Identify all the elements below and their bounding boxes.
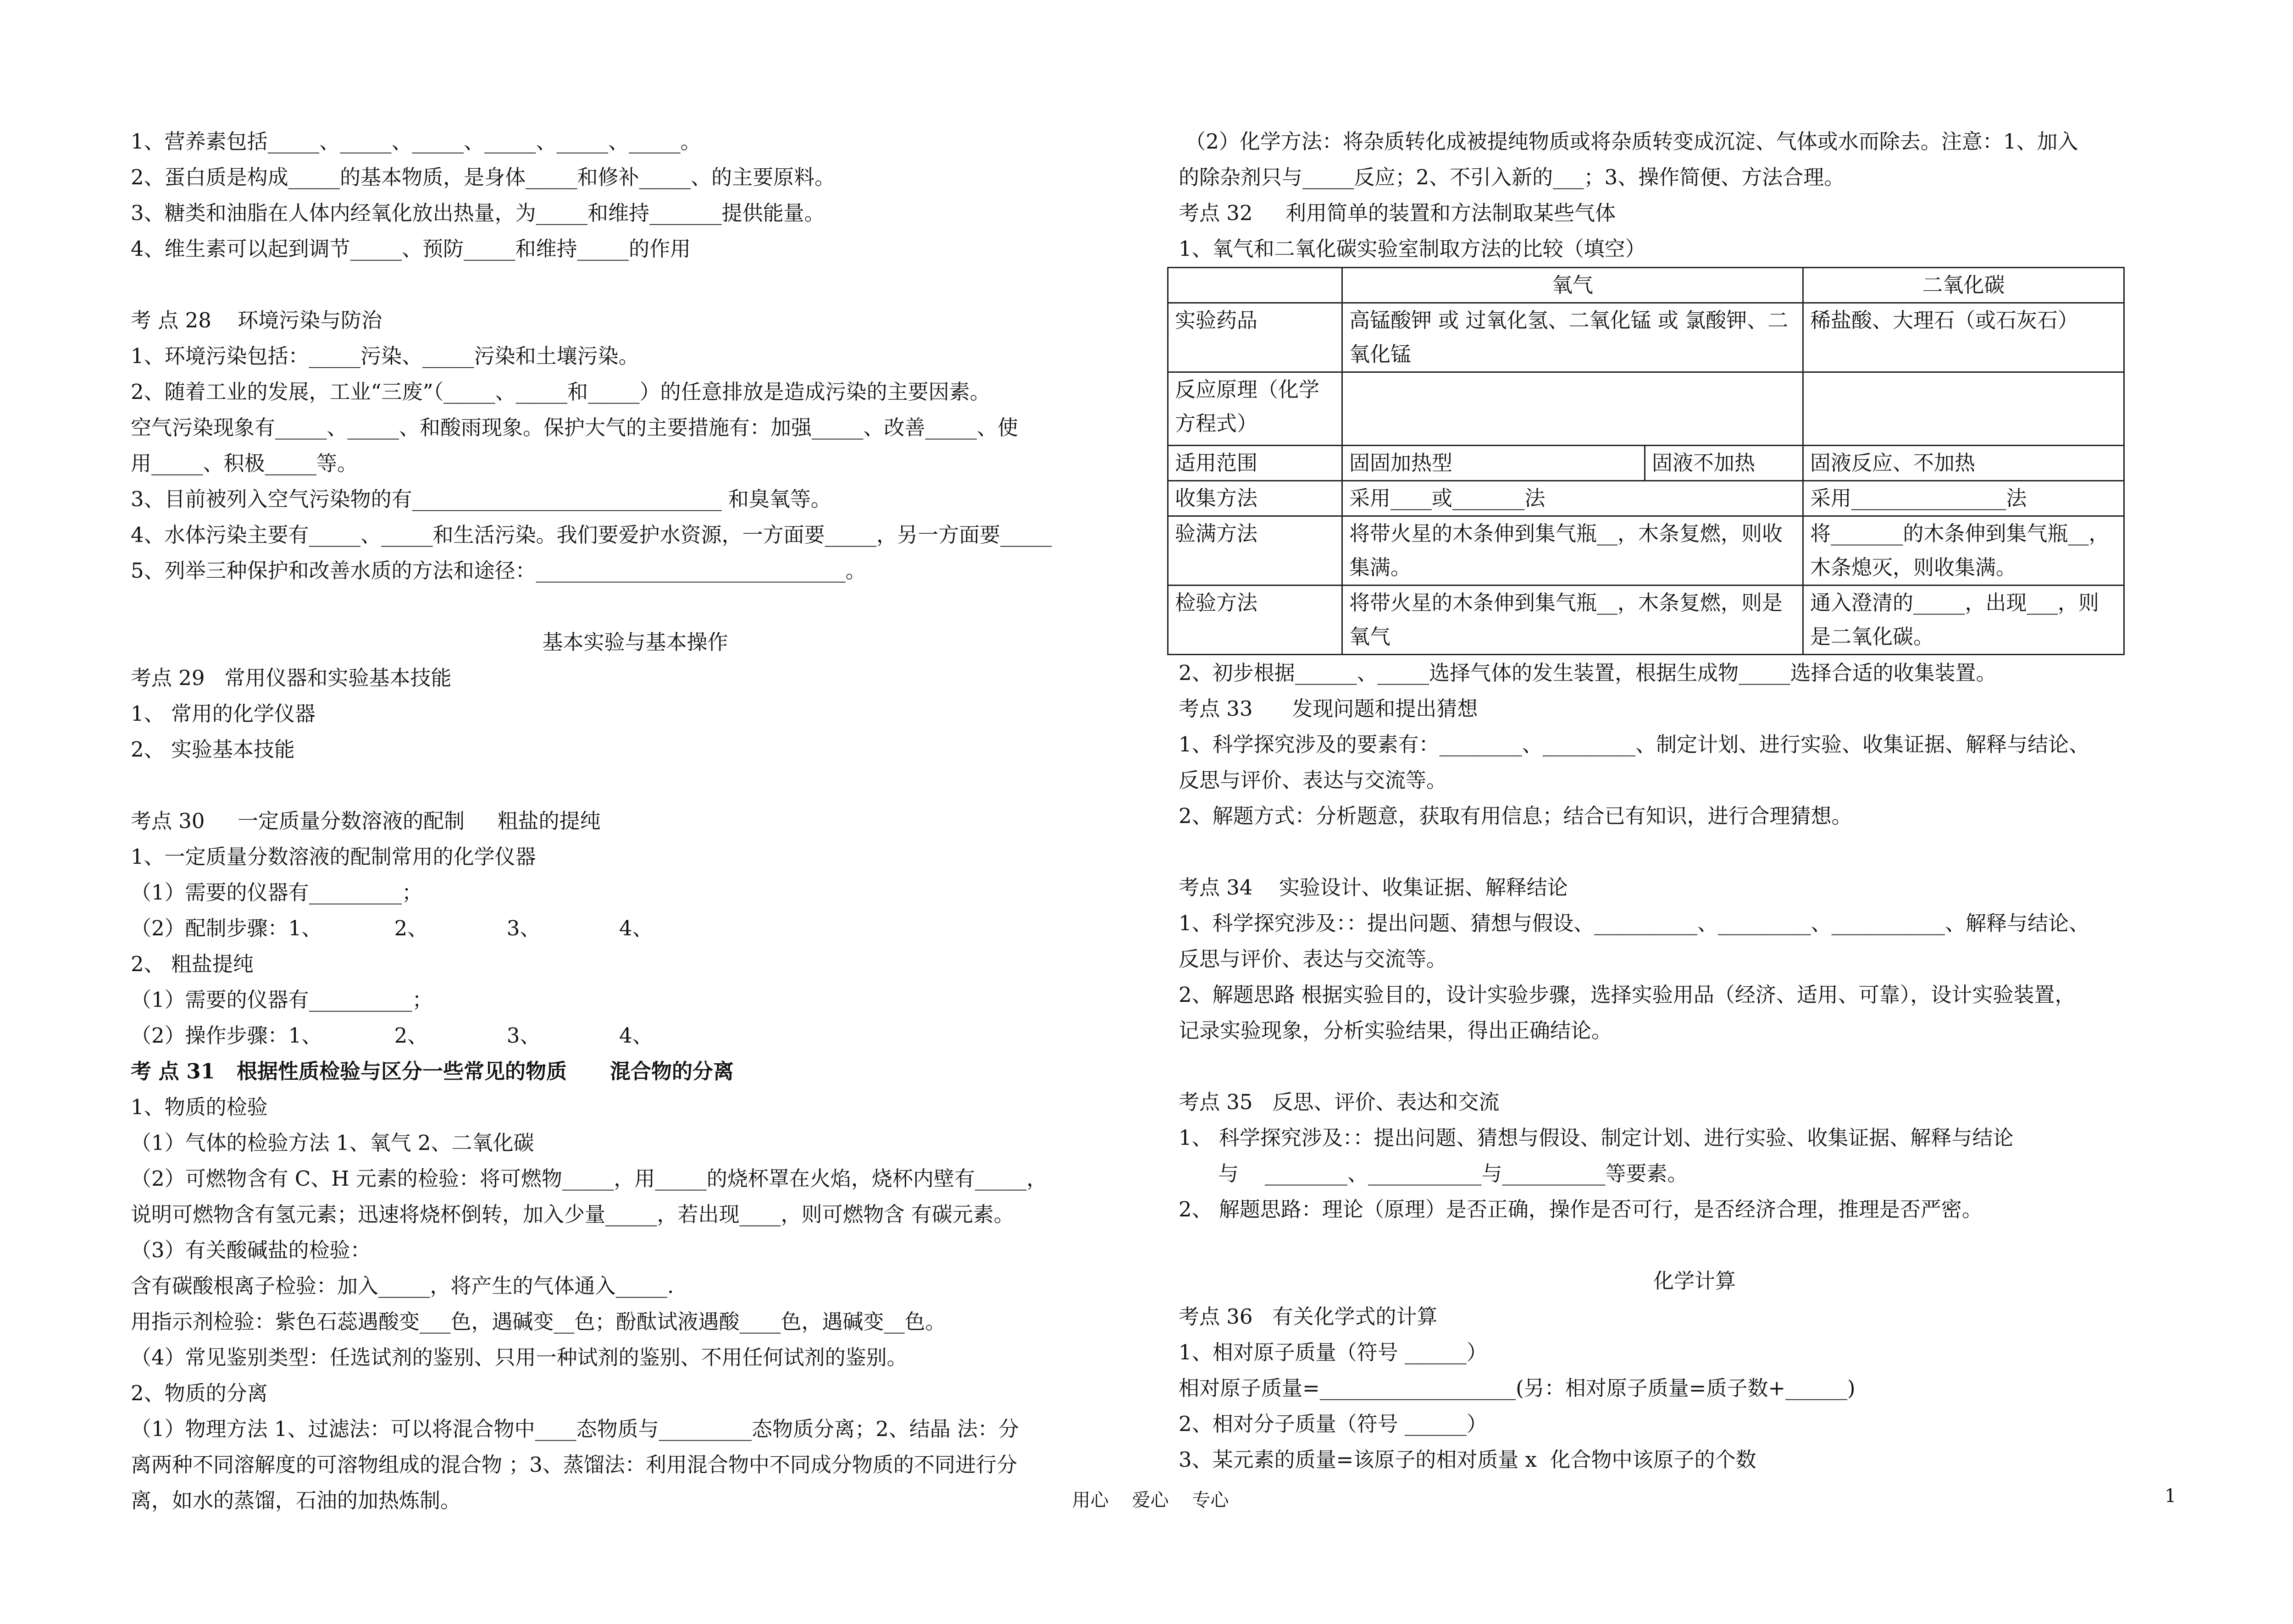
text-line: 4、维生素可以起到调节_____、预防_____和维持_____的作用 [131, 237, 691, 261]
text-line: 用指示剂检验：紫色石蕊遇酸变___色，遇碱变__色；酚酞试液遇酸____色，遇碱变__色。 [131, 1309, 946, 1334]
right-bottom-text [1179, 655, 2210, 1478]
table-cell: 反应原理（化学方程式） [1168, 372, 1342, 446]
text-line: 考点 33 发现问题和提出猜想 [1179, 696, 1478, 721]
text-line: （2）可燃物含有 C、H 元素的检验：将可燃物_____，用_____的烧杯罩在火焰，烧杯内壁有_____， [131, 1166, 1047, 1191]
text-line: 离两种不同溶解度的可溶物组成的混合物 ；3、蒸馏法：利用混合物中不同成分物质的不同进行分 [131, 1453, 1017, 1477]
table-cell: 通入澄清的_____，出现___，则是二氧化碳。 [1803, 586, 2124, 655]
table-header-oxygen: 氧气 [1342, 268, 1803, 303]
text-line: 考 点 28 环境污染与防治 [131, 308, 382, 332]
text-line: 含有碳酸根离子检验：加入_____，将产生的气体通入_____. [131, 1274, 674, 1298]
blank-line [1179, 1227, 2210, 1263]
table-header-row [1168, 268, 2124, 303]
text-line: 2、 实验基本技能 [131, 737, 295, 762]
text-line: （1）气体的检验方法 1、氧气 2、二氧化碳 [131, 1131, 534, 1155]
text-line: （2）配制步骤：1、 2、 3、 4、 [131, 916, 653, 940]
text-line: 考点 32 利用简单的装置和方法制取某些气体 [1179, 201, 1616, 225]
text-line: 1、环境污染包括：_____污染、_____污染和土壤污染。 [131, 344, 639, 368]
blank-line [131, 267, 1140, 303]
text-line: 1、科学探究涉及：：提出问题、猜想与假设、__________、_________、___________、解释与结论、 [1179, 911, 2090, 935]
gas-preparation-table [1167, 267, 2125, 655]
table-row [1168, 303, 2124, 372]
text-line: （1）物理方法 1、过滤法：可以将混合物中____态物质与_________态物质分离；2、结晶 法：分 [131, 1417, 1019, 1441]
table-row [1168, 481, 2124, 516]
text-line: 反思与评价、表达与交流等。 [1179, 947, 1447, 971]
text-line: 与 ________、___________与__________等要素。 [1179, 1161, 1688, 1186]
text-line: 2、蛋白质是构成_____的基本物质，是身体_____和修补_____、的主要原料。 [131, 165, 836, 189]
table-cell: 固液反应、不加热 [1803, 446, 2124, 481]
table-cell [1803, 372, 2124, 446]
text-line: 3、目前被列入空气污染物的有______________________________ 和臭氧等。 [131, 487, 831, 511]
table-cell: 检验方法 [1168, 586, 1342, 655]
text-line: 考点 29 常用仪器和实验基本技能 [131, 666, 452, 690]
table-row [1168, 446, 2124, 481]
text-line: 用_____、积极_____等。 [131, 451, 358, 475]
table-header-co2: 二氧化碳 [1803, 268, 2124, 303]
right-column [1175, 124, 2210, 1478]
blank-line [131, 768, 1140, 803]
text-line: 说明可燃物含有氢元素；迅速将烧杯倒转，加入少量_____，若出现____，则可燃物含 有碳元素。 [131, 1202, 1014, 1226]
text-line: 1、 科学探究涉及：：提出问题、猜想与假设、制定计划、进行实验、收集证据、解释与结论 [1179, 1126, 2014, 1150]
text-line: （4）常见鉴别类型：任选试剂的鉴别、只用一种试剂的鉴别、不用任何试剂的鉴别。 [131, 1345, 908, 1370]
text-line: 1、氧气和二氧化碳实验室制取方法的比较（填空） [1179, 237, 1646, 261]
text-line: 的除杂剂只与_____反应；2、不引入新的___；3、操作简便、方法合理。 [1179, 165, 1845, 189]
text-line: 考点 35 反思、评价、表达和交流 [1179, 1090, 1500, 1114]
text-line: 考点 34 实验设计、收集证据、解释结论 [1179, 875, 1568, 900]
text-line: 2、解题方式：分析题意，获取有用信息；结合已有知识，进行合理猜想。 [1179, 804, 1852, 828]
text-line: （1）需要的仪器有__________； [131, 988, 433, 1012]
blank-line [131, 589, 1140, 624]
right-top-text [1179, 124, 2210, 267]
text-line: （2）操作步骤：1、 2、 3、 4、 [131, 1023, 653, 1048]
text-line: 2、随着工业的发展，工业“三废”（_____、_____和_____）的任意排放是造成污染的主要因素。 [131, 380, 991, 404]
table-cell: 采用____或_______法 [1342, 481, 1803, 516]
text-line: 1、一定质量分数溶液的配制常用的化学仪器 [131, 845, 536, 869]
text-line: 2、初步根据______、_____选择气体的发生装置，根据生成物_____选择合适的收集装置。 [1179, 661, 1997, 685]
text-line: 5、列举三种保护和改善水质的方法和途径：______________________________。 [131, 558, 866, 583]
table-cell: 收集方法 [1168, 481, 1342, 516]
text-line: （3）有关酸碱盐的检验： [131, 1238, 371, 1262]
table-cell: 适用范围 [1168, 446, 1342, 481]
text-line: 2、相对分子质量（符号 ______） [1179, 1412, 1487, 1436]
table-cell: 将带火星的木条伸到集气瓶__，木条复燃，则收集满。 [1342, 516, 1803, 586]
text-line: 3、糖类和油脂在人体内经氧化放出热量，为_____和维持_______提供能量。 [131, 201, 825, 225]
table-cell: 采用_______________法 [1803, 481, 2124, 516]
text-line: 1、科学探究涉及的要素有：________、_________、制定计划、进行实验、收集证据、解释与结论、 [1179, 732, 2090, 757]
table-cell: 固固加热型 [1342, 446, 1645, 481]
text-line: 离，如水的蒸馏，石油的加热炼制。 [131, 1488, 461, 1513]
text-line: 2、解题思路 根据实验目的，设计实验步骤，选择实验用品（经济、适用、可靠），设计实验装置， [1179, 983, 2076, 1007]
table-cell: 实验药品 [1168, 303, 1342, 372]
table-cell [1342, 372, 1803, 446]
text-line: 2、物质的分离 [131, 1381, 268, 1405]
text-line: 1、物质的检验 [131, 1095, 268, 1119]
text-line: 1、相对原子质量（符号 ______） [1179, 1340, 1487, 1364]
text-line: （2）化学方法：将杂质转化成被提纯物质或将杂质转变成沉淀、气体或水而除去。注意：1、加入 [1179, 129, 2078, 154]
text-line: 相对原子质量=___________________(另：相对原子质量=质子数+______) [1179, 1376, 1855, 1400]
text-line: 反思与评价、表达与交流等。 [1179, 768, 1447, 792]
table-cell: 固液不加热 [1645, 446, 1803, 481]
text-line: 1、营养素包括_____、_____、_____、_____、_____、_____。 [131, 129, 701, 154]
table-cell: 将_______的木条伸到集气瓶__，木条熄灭，则收集满。 [1803, 516, 2124, 586]
table-cell: 将带火星的木条伸到集气瓶__，木条复燃，则是氧气 [1342, 586, 1803, 655]
section-heading: 基本实验与基本操作 [542, 630, 728, 654]
text-line: 空气污染现象有_____、_____、和酸雨现象。保护大气的主要措施有：加强_____、改善_____、使 [131, 415, 1019, 440]
text-line: 2、 解题思路：理论（原理）是否正确，操作是否可行，是否经济合理，推理是否严密。 [1179, 1197, 1983, 1221]
table-cell: 稀盐酸、大理石（或石灰石） [1803, 303, 2124, 372]
text-line: 1、 常用的化学仪器 [131, 702, 316, 726]
left-column [131, 124, 1140, 1519]
table-row [1168, 516, 2124, 586]
table-row [1168, 586, 2124, 655]
text-line: 记录实验现象，分析实验结果，得出正确结论。 [1179, 1018, 1612, 1043]
table-cell: 验满方法 [1168, 516, 1342, 586]
blank-line [1179, 1049, 2210, 1084]
table-cell: 高锰酸钾 或 过氧化氢、二氧化锰 或 氯酸钾、二氧化锰 [1342, 303, 1803, 372]
section-heading: 化学计算 [1653, 1269, 1736, 1293]
text-line: 考点 36 有关化学式的计算 [1179, 1304, 1438, 1329]
text-line: 2、 粗盐提纯 [131, 952, 254, 976]
text-line: 考点 30 一定质量分数溶液的配制 粗盐的提纯 [131, 809, 601, 833]
table-row [1168, 372, 2124, 446]
page-number: 1 [2165, 1486, 2177, 1507]
blank-line [1179, 834, 2210, 870]
footer-text: 用心 爱心 专心 [1072, 1490, 1229, 1511]
table-cell [1168, 268, 1342, 303]
text-line: 3、某元素的质量=该原子的相对质量 x 化合物中该原子的个数 [1179, 1447, 1756, 1472]
text-line: （1）需要的仪器有_________； [131, 880, 423, 905]
topic-heading: 考 点 31 根据性质检验与区分一些常见的物质 混合物的分离 [131, 1059, 734, 1083]
text-line: 4、水体污染主要有_____、_____和生活污染。我们要爱护水资源，一方面要_____，另一方面要_____ [131, 523, 1052, 547]
